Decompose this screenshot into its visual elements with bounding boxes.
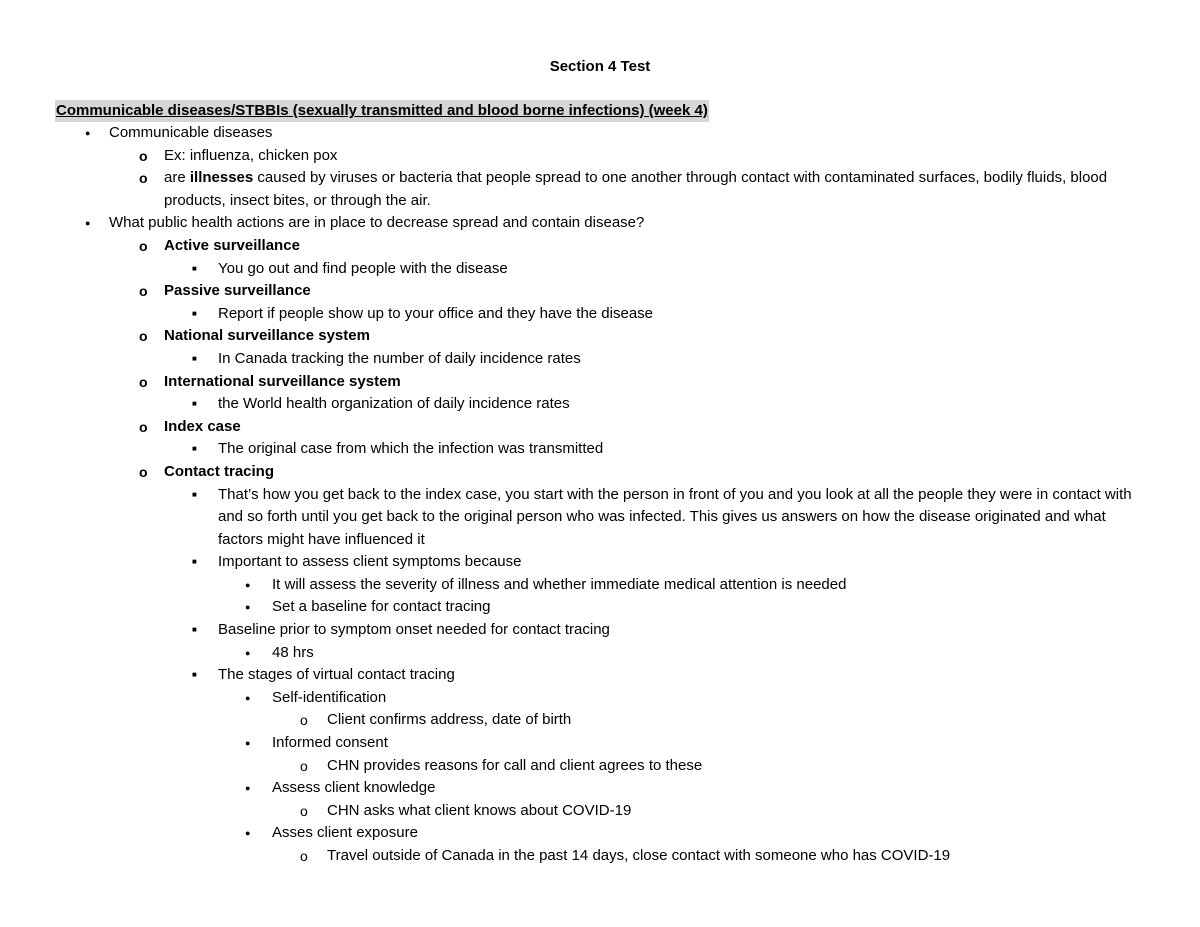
- outline-item-text: Report if people show up to your office and they have the disease: [218, 304, 654, 322]
- outline-text-emphasis: illnesses: [189, 169, 254, 187]
- outline-item: [0, 258, 1200, 281]
- outline-item: [0, 167, 1200, 212]
- outline-item: [0, 845, 1200, 868]
- outline-item: [0, 709, 1200, 732]
- section-heading: Communicable diseases/STBBIs (sexually transmitted and blood borne infections) (week 4): [55, 100, 709, 122]
- bullet-square-icon: ■: [192, 489, 197, 499]
- bullet-dot-icon: ●: [245, 579, 251, 590]
- bullet-dot-icon: ●: [245, 647, 251, 658]
- bullet-ring-icon: o: [139, 147, 148, 164]
- bullet-square-icon: ■: [192, 399, 197, 409]
- outline-item: [0, 303, 1200, 326]
- bullet-circle-icon: o: [300, 848, 308, 864]
- outline-item: [0, 755, 1200, 778]
- outline-item-text: Important to assess client symptoms because: [218, 553, 522, 571]
- outline-item: [0, 800, 1200, 823]
- document-title: Section 4 Test: [549, 58, 651, 75]
- bullet-ring-icon: o: [139, 170, 148, 187]
- outline-item: [0, 822, 1200, 845]
- outline-item-text: You go out and find people with the disease: [218, 259, 508, 277]
- outline-item: [0, 325, 1200, 348]
- outline-item-text: [164, 167, 1140, 212]
- outline-item-text: That’s how you get back to the index case, you start with the person in front of you and you look at all the people they were in contact with and so forth until you get back to the original person who was infected. This gives us answers on how the disease originated and what factors might have influenced it: [218, 485, 1132, 548]
- outline-item: [0, 393, 1200, 416]
- outline-item-text: Self-identification: [272, 688, 387, 706]
- outline-item: [0, 416, 1200, 439]
- outline-item: [0, 280, 1200, 303]
- bullet-ring-icon: o: [139, 328, 148, 345]
- outline-item: [0, 461, 1200, 484]
- outline-item-text: International surveillance system: [164, 372, 401, 390]
- bullet-dot-icon: ●: [245, 783, 251, 794]
- outline-item: [0, 642, 1200, 665]
- outline-item: [0, 235, 1200, 258]
- bullet-square-icon: ■: [192, 263, 197, 273]
- outline-item-text: Passive surveillance: [164, 282, 311, 300]
- outline-item-text: It will assess the severity of illness and whether immediate medical attention is needed: [272, 575, 847, 593]
- document-body: [0, 122, 1200, 868]
- outline-item: [0, 777, 1200, 800]
- outline-item: [0, 551, 1200, 574]
- outline-item-text: CHN asks what client knows about COVID-19: [327, 801, 632, 819]
- outline-item-text: Client confirms address, date of birth: [327, 711, 572, 729]
- bullet-ring-icon: o: [139, 373, 148, 390]
- outline-item: [0, 687, 1200, 710]
- outline-item-text: the World health organization of daily incidence rates: [218, 395, 570, 413]
- outline-item-text: Assess client knowledge: [272, 779, 436, 797]
- bullet-circle-icon: o: [300, 802, 308, 819]
- bullet-ring-icon: o: [139, 418, 148, 435]
- outline-item-text: Active surveillance: [164, 236, 300, 254]
- bullet-dot-icon: ●: [245, 738, 251, 749]
- outline-item-text: Informed consent: [272, 734, 388, 752]
- outline-item-text: Set a baseline for contact tracing: [272, 598, 491, 616]
- outline-item-text: 48 hrs: [272, 643, 314, 661]
- bullet-square-icon: ■: [192, 670, 197, 680]
- outline-item-text: What public health actions are in place to decrease spread and contain disease?: [109, 214, 645, 232]
- bullet-dot-icon: ●: [245, 828, 251, 839]
- outline-item: [0, 212, 1200, 235]
- outline-item: [0, 145, 1200, 168]
- bullet-square-icon: ■: [192, 557, 197, 567]
- outline-item: [0, 619, 1200, 642]
- outline-item-text: In Canada tracking the number of daily incidence rates: [218, 349, 581, 367]
- outline-item: [0, 438, 1200, 461]
- outline-text-prefix: are: [164, 169, 190, 187]
- bullet-ring-icon: o: [139, 463, 148, 480]
- bullet-square-icon: ■: [192, 353, 197, 363]
- bullet-dot-icon: ●: [245, 602, 251, 613]
- outline-item: [0, 348, 1200, 371]
- outline-item: [0, 484, 1200, 552]
- bullet-circle-icon: o: [300, 757, 308, 774]
- outline-item-text: Baseline prior to symptom onset needed for contact tracing: [218, 621, 610, 639]
- outline-item: [0, 371, 1200, 394]
- outline-item-text: Asses client exposure: [272, 824, 418, 842]
- outline-item-text: National surveillance system: [164, 327, 370, 345]
- outline-item: [0, 122, 1200, 145]
- bullet-circle-icon: o: [300, 712, 308, 729]
- bullet-square-icon: ■: [192, 625, 197, 635]
- outline-item-text: The original case from which the infection was transmitted: [218, 440, 604, 458]
- bullet-square-icon: ■: [192, 444, 197, 454]
- bullet-square-icon: ■: [192, 308, 197, 318]
- outline-item-text: CHN provides reasons for call and client agrees to these: [327, 756, 703, 774]
- outline-item-text: Index case: [164, 417, 241, 435]
- outline-item-text: Travel outside of Canada in the past 14 days, close contact with someone who has COVID-19: [327, 847, 951, 864]
- outline-item-text: Communicable diseases: [109, 124, 273, 141]
- outline-item-text: Contact tracing: [164, 462, 275, 480]
- bullet-dot-icon: ●: [85, 128, 91, 138]
- bullet-dot-icon: ●: [245, 692, 251, 703]
- outline-item: [0, 574, 1200, 597]
- outline-text-rest: caused by viruses or bacteria that people spread to one another through contact with contaminated surfaces, bodily fluids, blood products, insect bites, or through the air.: [164, 169, 1108, 209]
- bullet-ring-icon: o: [139, 283, 148, 300]
- outline-item-text: Ex: influenza, chicken pox: [164, 146, 338, 164]
- bullet-dot-icon: ●: [85, 218, 91, 229]
- outline-item-text: The stages of virtual contact tracing: [218, 666, 455, 684]
- outline-item: [0, 732, 1200, 755]
- outline-item: [0, 664, 1200, 687]
- outline-item: [0, 596, 1200, 619]
- bullet-ring-icon: o: [139, 237, 148, 254]
